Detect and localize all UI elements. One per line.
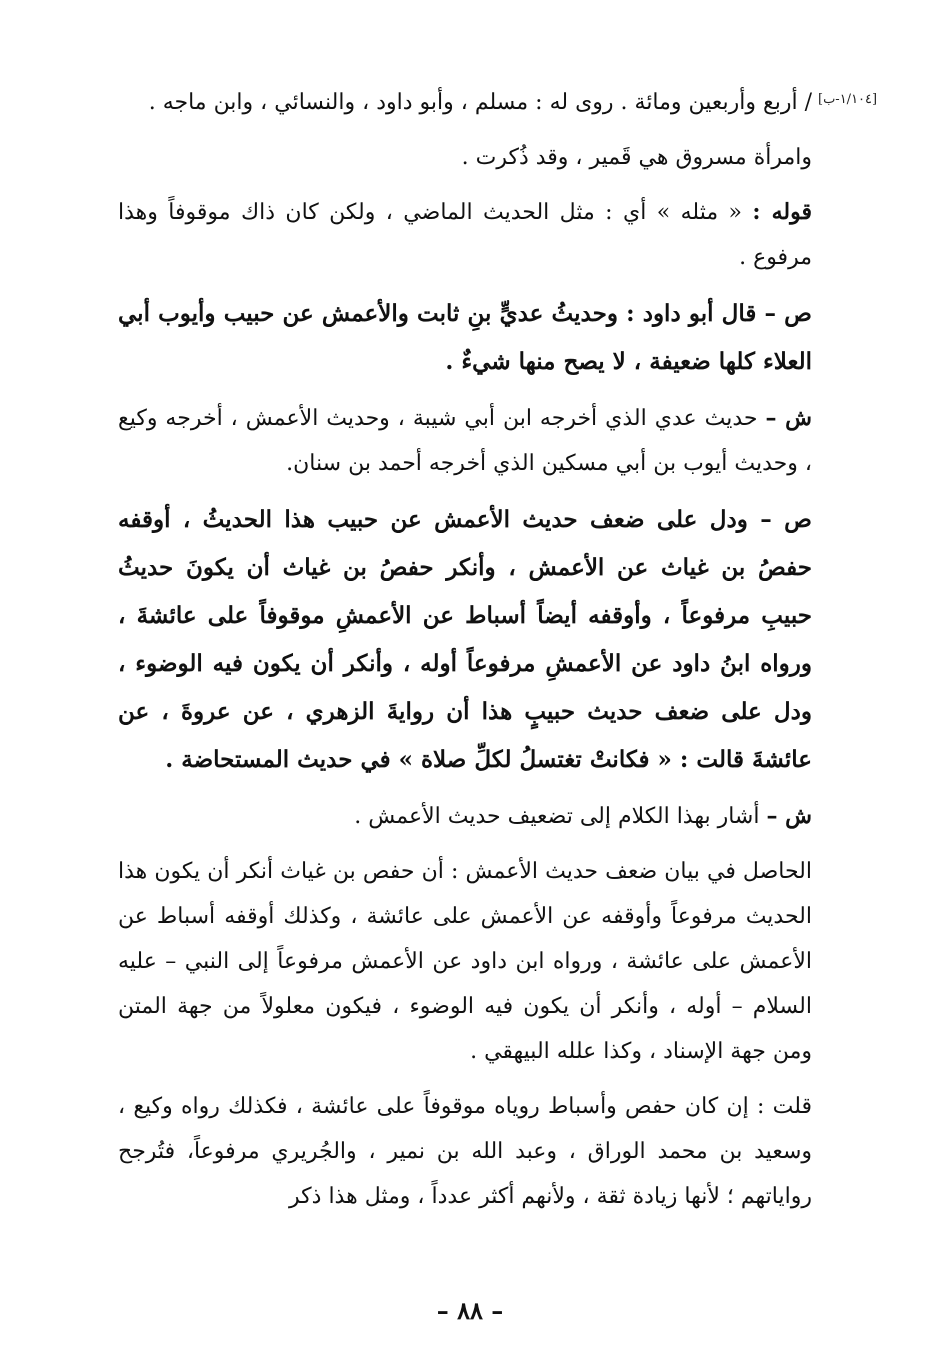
- paragraph-summary: [118, 849, 812, 1074]
- page-number: – ٨٨ –: [436, 1296, 504, 1325]
- paragraph-text: حديث عدي الذي أخرجه ابن أبي شيبة ، وحديث الأعمش ، أخرجه وكيع ، وحديث أيوب بن أبي مسكين الذي أخرجه أحمد بن سنان.: [118, 406, 812, 476]
- paragraph-text: قلت : إن كان حفص وأسباط روياه موقوفاً على عائشة ، فكذلك رواه وكيع ، وسعيد بن محمد الوراق ، وعبد الله بن نمير ، والجُريري مرفوعاً، فتُرجح رواياتهم ؛ لأنها زيادة ثقة ، ولأنهم أكثر عدداً ، ومثل هذا ذكر: [118, 1094, 812, 1209]
- paragraph-lead: قوله :: [752, 199, 813, 225]
- paragraph-text: / أربع وأربعين ومائة . روى له : مسلم ، وأبو داود ، والنسائي ، وابن ماجه .: [148, 90, 812, 115]
- paragraph-text: قال أبو داود : وحديثُ عديٍّ بنِ ثابت والأعمش عن حبيب وأيوب أبي العلاء كلها ضعيفة ، لا يصح منها شيءٌ .: [118, 300, 812, 375]
- paragraph-text: « مثله » أي : مثل الحديث الماضي ، ولكن كان ذاك موقوفاً وهذا مرفوع .: [118, 200, 812, 270]
- paragraph-matn-abu-dawud: [118, 290, 812, 386]
- paragraph-lead: ص –: [764, 300, 812, 327]
- paragraph-text: الحاصل في بيان ضعف حديث الأعمش : أن حفص بن غياث أنكر أن يكون هذا الحديث مرفوعاً وأوقفه عن الأعمش على عائشة ، وكذلك أوقفه أسباط عن الأعمش على عائشة ، ورواه ابن داود عن الأعمش مرفوعاً إلى النبي – عليه السلام – أوله ، وأنكر أن يكون فيه الوضوء ، فيكون معلولاً من جهة المتن ومن جهة الإسناد ، وكذا علله البيهقي .: [118, 859, 812, 1064]
- paragraph-lead: ش –: [765, 405, 813, 431]
- paragraph-text: وامرأة مسروق هي قَمير ، وقد ذُكرت .: [461, 145, 812, 170]
- paragraph-narrator-note: [118, 80, 812, 125]
- paragraph-sharh-1: [118, 396, 812, 486]
- paragraph-lead: ص –: [760, 506, 812, 533]
- paragraph-qawluhu: [118, 190, 812, 280]
- marginal-folio-reference: [١/١٠٤-ب]: [818, 92, 878, 107]
- paragraph-qultu: [118, 1084, 812, 1219]
- paragraph-text: أشار بهذا الكلام إلى تضعيف حديث الأعمش .: [354, 804, 760, 829]
- paragraph-sharh-2: [118, 794, 812, 839]
- page-body: [118, 80, 812, 1229]
- paragraph-masruq-wife: [118, 135, 812, 180]
- paragraph-matn-hafs: [118, 496, 812, 784]
- paragraph-lead: ش –: [766, 803, 812, 829]
- paragraph-text: ودل على ضعف حديث الأعمش عن حبيب هذا الحديثُ ، أوقفه حفصُ بن غياث عن الأعمش ، وأنكر حفصُ بن غياث أن يكونَ حديثُ حبيبِ مرفوعاً ، وأوقفه أيضاً أسباط عن الأعمشِ موقوفاً على عائشةَ ، ورواه ابنُ داود عن الأعمشِ مرفوعاً أوله ، وأنكر أن يكون فيه الوضوء ، ودل على ضعف حديث حبيبٍ هذا أن روايةَ الزهري ، عن عروةَ ، عن عائشةَ قالت : « فكانتْ تغتسلُ لكلِّ صلاة » في حديث المستحاضة .: [118, 506, 812, 773]
